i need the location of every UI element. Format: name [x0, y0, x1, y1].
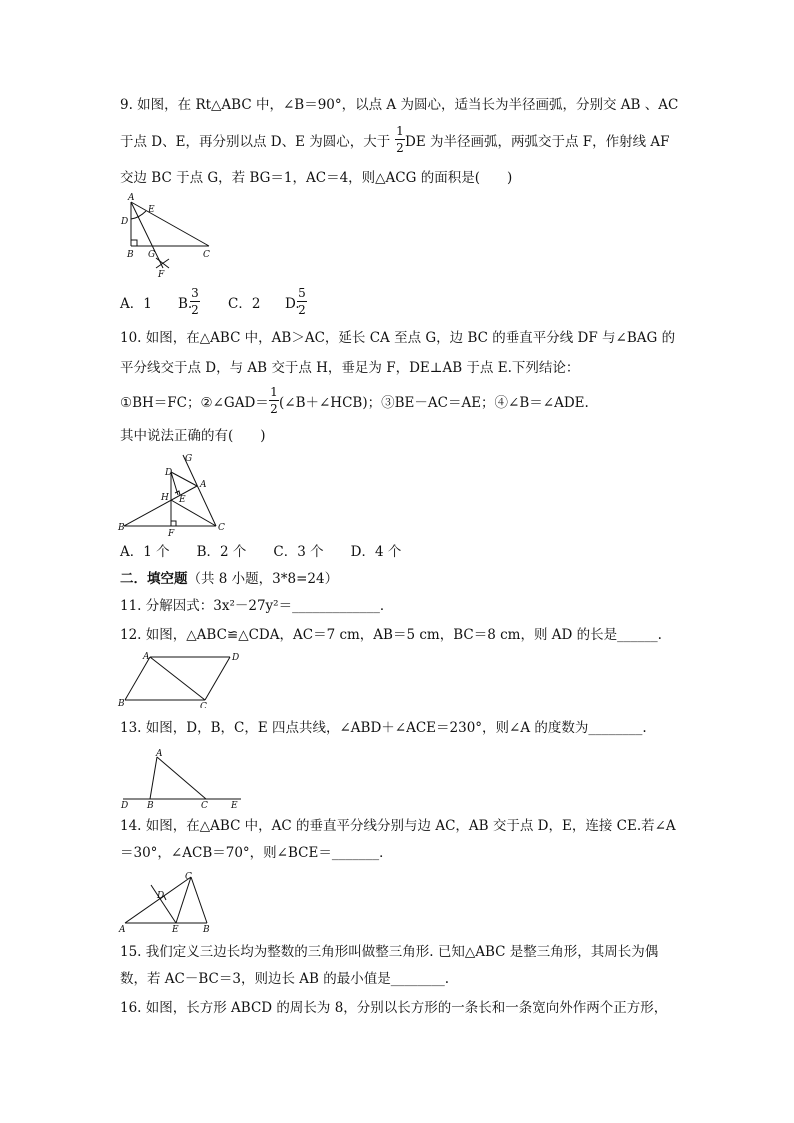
q10-half-numerator: 1: [270, 385, 278, 399]
q10-line3-part2: (∠B＋∠HCB)；③BE－AC＝AE；④∠B＝∠ADE.: [279, 395, 589, 411]
q14-line1: 14. 如图，在△ABC 中，AC 的垂直平分线分别与边 AC，AB 交于点 D，E，连接 CE.若∠A: [120, 818, 676, 834]
q9-label-g: G: [148, 250, 156, 260]
q10-segment-ba: [124, 486, 197, 526]
q9-option-c: C．2: [228, 296, 261, 312]
section2-title: 二．填空题: [120, 571, 188, 587]
q10-label-f: F: [168, 529, 175, 538]
q10-label-h: H: [161, 493, 169, 503]
q10-line2: 平分线交于点 D，与 AB 交于点 H，垂足为 F，DE⊥AB 于点 E.下列结论：: [120, 360, 580, 376]
q9-label-a: A: [128, 193, 135, 203]
q12-label-d: D: [232, 653, 240, 663]
q9-line2-part1: 于点 D、E，再分别以点 D、E 为圆心，大于: [120, 134, 391, 150]
q9-line3: 交边 BC 于点 G，若 BG＝1，AC＝4，则△ACG 的面积是( ): [120, 170, 513, 186]
q13-label-a: A: [156, 749, 163, 759]
q9-label-c: C: [203, 250, 210, 260]
q9-fraction-bar: [395, 139, 405, 140]
q9-option-a: A．1: [120, 296, 152, 312]
q14-line2: ＝30°，∠ACB＝70°，则∠BCE＝_______．: [120, 845, 393, 861]
q13-segment-ac: [157, 757, 206, 799]
q9-label-e: E: [148, 205, 155, 215]
q9-option-b-bar: [190, 301, 200, 302]
q9-option-b-numerator: 3: [191, 286, 199, 300]
q10-line1: 10. 如图，在△ABC 中，AB＞AC，延长 CA 至点 G，边 BC 的垂直平分线 DF 与∠BAG 的: [120, 330, 676, 346]
q9-label-f: F: [158, 270, 165, 278]
q11-text: 11. 分解因式：3x²－27y²＝_____________．: [120, 598, 394, 614]
q9-half-denominator: 2: [396, 141, 404, 155]
q12-segment-ab: [125, 657, 150, 700]
q13-text: 13. 如图，D，B，C，E 四点共线，∠ABD＋∠ACE＝230°，则∠A 的度数为________.: [120, 720, 647, 736]
q10-label-c: C: [218, 523, 225, 533]
q9-option-d-prefix: D.: [285, 296, 300, 312]
q9-figure: [115, 192, 225, 278]
q13-label-c: C: [201, 801, 208, 809]
q10-label-g: G: [185, 454, 193, 464]
q10-half-denominator: 2: [270, 402, 278, 416]
q13-label-d: D: [121, 801, 129, 809]
q14-segment-ce: [176, 877, 191, 923]
q9-option-d-denominator: 2: [298, 303, 306, 317]
q13-figure: [115, 745, 245, 809]
q9-line2-part2: DE 为半径画弧，两弧交于点 F，作射线 AF: [405, 134, 670, 150]
q14-label-b: B: [203, 925, 210, 935]
q9-option-d-numerator: 5: [298, 286, 306, 300]
q15-line2: 数，若 AC－BC＝3，则边长 AB 的最小值是________.: [120, 971, 450, 987]
q13-label-e: E: [231, 801, 238, 809]
q10-line4: 其中说法正确的有( ): [120, 428, 266, 444]
q14-label-e: E: [172, 925, 179, 935]
section2-note: （共 8 小题，3*8=24）: [187, 571, 339, 587]
q14-label-a: A: [119, 925, 126, 935]
q14-segment-cb: [191, 877, 207, 923]
q9-option-b-prefix: B.: [178, 296, 193, 312]
q16-line1: 16. 如图，长方形 ABCD 的周长为 8，分别以长方形的一条长和一条宽向外作两个正方形，: [120, 1000, 668, 1016]
q12-label-c: C: [200, 702, 207, 708]
q9-right-angle-mark: [131, 240, 137, 246]
q9-label-d: D: [121, 217, 129, 227]
q12-segment-dc: [205, 657, 230, 700]
q14-figure: [115, 867, 220, 937]
q10-label-e: E: [179, 495, 186, 505]
q10-right-angle-f: [171, 521, 176, 526]
q9-label-b: B: [127, 250, 134, 260]
q13-segment-ab: [150, 757, 157, 799]
q10-label-a: A: [200, 480, 207, 490]
q10-options: A．1 个 B．2 个 C．3 个 D．4 个: [120, 544, 402, 560]
q12-label-b: B: [118, 699, 125, 708]
q12-figure: [115, 648, 250, 708]
q9-segment-ac: [131, 202, 209, 246]
q12-text: 12. 如图，△ABC≌△CDA，AC＝7 cm，AB＝5 cm，BC＝8 cm，则 AD 的长是______.: [120, 627, 662, 643]
q12-label-a: A: [143, 652, 150, 662]
q10-figure: [115, 450, 230, 538]
q13-label-b: B: [147, 801, 154, 809]
q15-line1: 15. 我们定义三边长均为整数的三角形叫做整三角形. 已知△ABC 是整三角形，其周长为偶: [120, 944, 659, 960]
q10-segment-hc: [171, 500, 216, 526]
q9-line1: 9. 如图，在 Rt△ABC 中，∠B＝90°，以点 A 为圆心，适当长为半径画弧，分别交 AB 、AC: [120, 97, 679, 113]
q10-label-d: D: [165, 468, 173, 478]
q9-option-d-bar: [297, 301, 307, 302]
q10-line3-part1: ①BH＝FC；②∠GAD＝: [120, 395, 269, 411]
q9-half-numerator: 1: [396, 124, 404, 138]
q10-label-b: B: [118, 523, 125, 533]
q14-label-d: D: [157, 891, 165, 901]
q9-ray-af: [131, 202, 163, 268]
q14-label-c: C: [185, 872, 192, 882]
q12-segment-ac: [150, 657, 205, 700]
q9-option-b-denominator: 2: [191, 303, 199, 317]
section2-heading: [120, 571, 338, 587]
q10-fraction-bar: [269, 400, 279, 401]
